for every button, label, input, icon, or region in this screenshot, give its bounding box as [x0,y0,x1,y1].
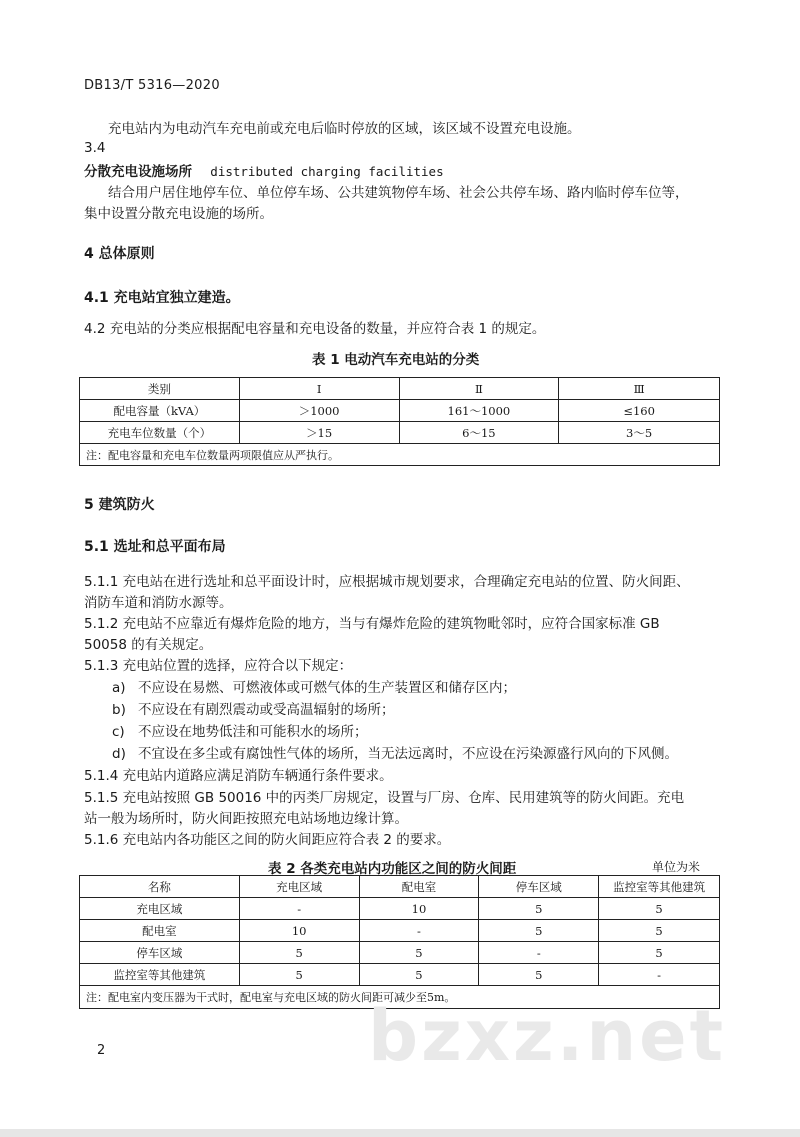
table-cell: 161～1000 [399,400,559,422]
table-cell: 配电容量（kVA） [80,400,240,422]
table-cell: ≤160 [559,400,720,422]
table-header-cell: 名称 [80,876,240,898]
table-cell: 5 [359,942,479,964]
clause-4-2: 4.2 充电站的分类应根据配电容量和充电设备的数量，并应符合表 1 的规定。 [84,321,546,337]
clause-5-1-2-line-1: 5.1.2 充电站不应靠近有爆炸危险的地方，当与有爆炸危险的建筑物毗邻时，应符合国家标准 GB [84,616,660,632]
clause-5-1-1-line-2: 消防车道和消防水源等。 [84,595,233,611]
table-row [80,898,720,920]
list-item [112,720,368,740]
list-item-text: 不应设在地势低洼和可能积水的场所； [138,724,368,740]
term-definition-line-1: 结合用户居住地停车位、单位停车场、公共建筑物停车场、社会公共停车场、路内临时停车位等， [108,185,689,201]
table-row [80,876,720,898]
table-row [80,400,720,422]
table-cell: - [359,920,479,942]
table-header-cell: 充电区域 [239,876,359,898]
table-cell: 5 [479,898,599,920]
table-cell: 10 [359,898,479,920]
table-cell: 5 [239,942,359,964]
clause-5-1-5-line-1: 5.1.5 充电站按照 GB 50016 中的丙类厂房规定，设置与厂房、仓库、民用建筑等的防火间距。充电 [84,790,685,806]
intro-paragraph: 充电站内为电动汽车充电前或充电后临时停放的区域，该区域不设置充电设施。 [108,121,581,137]
term-definition-line-2: 集中设置分散充电设施的场所。 [84,206,273,222]
table-cell: 5 [599,898,720,920]
list-item-text: 不应设在易燃、可燃液体或可燃气体的生产装置区和储存区内； [138,680,516,696]
table-cell: 10 [239,920,359,942]
table-cell: - [599,964,720,986]
list-item-label: d) [112,746,126,762]
clause-5-1-heading: 5.1 选址和总平面布局 [84,539,226,555]
table-cell: 5 [479,964,599,986]
table-cell: ＞15 [239,422,399,444]
term-heading [84,160,444,180]
watermark: bzxz.net [368,995,727,1077]
table-cell: 3～5 [559,422,720,444]
table-cell: ＞1000 [239,400,399,422]
clause-5-1-4: 5.1.4 充电站内道路应满足消防车辆通行条件要求。 [84,768,393,784]
table-1-caption: 表 1 电动汽车充电站的分类 [312,352,480,368]
table-header-cell: 配电室 [359,876,479,898]
table-cell: 5 [359,964,479,986]
table-cell: 5 [599,942,720,964]
table-header-cell: 停车区域 [479,876,599,898]
list-item-text: 不应设在有剧烈震动或受高温辐射的场所； [138,702,395,718]
table-cell: 充电车位数量（个） [80,422,240,444]
list-item-text: 不宜设在多尘或有腐蚀性气体的场所，当无法远离时，不应设在污染源盛行风向的下风侧。 [138,746,678,762]
table-header-cell: Ⅰ [239,378,399,400]
document-code: DB13/T 5316—2020 [84,78,220,93]
table-cell: 监控室等其他建筑 [80,964,240,986]
clause-5-1-1-line-1: 5.1.1 充电站在进行选址和总平面设计时，应根据城市规划要求，合理确定充电站的位置、防火间距、 [84,574,690,590]
table-header-cell: 类别 [80,378,240,400]
table-2-note: 注：配电室内变压器为干式时，配电室与充电区域的防火间距可减少至5m。 [80,986,720,1009]
table-note-row [80,444,720,466]
table-cell: 5 [479,920,599,942]
table-cell: 6～15 [399,422,559,444]
table-cell: 停车区域 [80,942,240,964]
clause-4-1: 4.1 充电站宜独立建造。 [84,290,240,306]
clause-5-1-6: 5.1.6 充电站内各功能区之间的防火间距应符合表 2 的要求。 [84,832,451,848]
list-item [112,742,678,762]
table-row [80,964,720,986]
table-1-note: 注：配电容量和充电车位数量两项限值应从严执行。 [80,444,720,466]
term-en: distributed charging facilities [210,164,444,179]
table-cell: - [479,942,599,964]
list-item-label: c) [112,724,125,740]
table-row [80,378,720,400]
table-cell: 配电室 [80,920,240,942]
table-row [80,942,720,964]
table-header-cell: Ⅱ [399,378,559,400]
table-cell: - [239,898,359,920]
table-header-cell: 监控室等其他建筑 [599,876,720,898]
table-2-caption: 表 2 各类充电站内功能区之间的防火间距 [268,861,517,877]
table-cell: 5 [239,964,359,986]
list-item-label: a) [112,680,126,696]
page-number: 2 [97,1043,106,1058]
table-cell: 充电区域 [80,898,240,920]
section-3-4-number: 3.4 [84,140,106,156]
section-4-heading: 4 总体原则 [84,246,155,262]
list-item-label: b) [112,702,126,718]
table-2 [79,875,720,1009]
table-row [80,920,720,942]
table-row [80,422,720,444]
table-1 [79,377,720,466]
clause-5-1-5-line-2: 站一般为场所时，防火间距按照充电站场地边缘计算。 [84,811,408,827]
term-zh: 分散充电设施场所 [84,164,192,180]
table-cell: 5 [599,920,720,942]
section-5-heading: 5 建筑防火 [84,497,155,513]
clause-5-1-3: 5.1.3 充电站位置的选择，应符合以下规定： [84,658,353,674]
clause-5-1-2-line-2: 50058 的有关规定。 [84,637,213,653]
table-2-unit: 单位为米 [652,860,701,874]
list-item [112,676,516,696]
page-bottom-edge [0,1129,800,1137]
list-item [112,698,395,718]
table-header-cell: Ⅲ [559,378,720,400]
